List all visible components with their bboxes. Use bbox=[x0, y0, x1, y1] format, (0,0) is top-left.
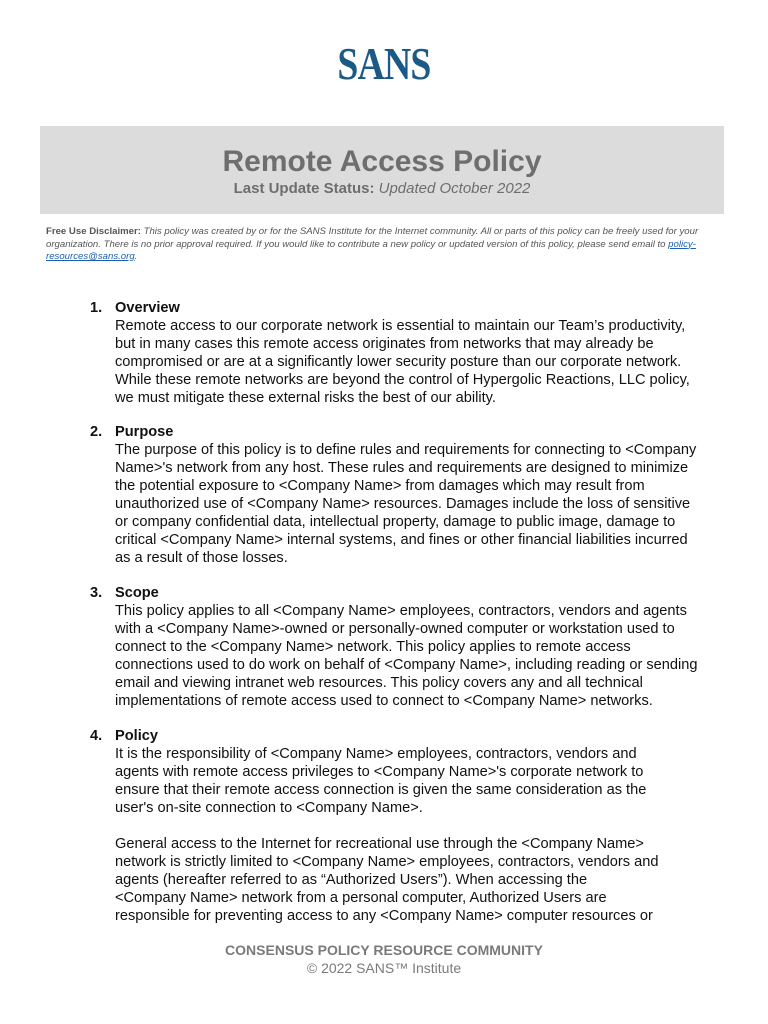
footer-copyright: © 2022 SANS™ Institute bbox=[306, 960, 462, 976]
section-heading: Policy bbox=[115, 728, 158, 744]
paragraph-line: agents (hereafter referred to as “Authorized Users”). When accessing the bbox=[115, 872, 588, 888]
page-title: Remote Access Policy bbox=[222, 145, 542, 178]
paragraph-line: we must mitigate these external risks the best of our ability. bbox=[115, 390, 496, 406]
status-value: Updated October 2022 bbox=[378, 180, 531, 197]
status-label: Last Update Status: bbox=[233, 180, 375, 197]
section-heading: Purpose bbox=[115, 424, 174, 440]
paragraph-line: responsible for preventing access to any <Company Name> computer resources or bbox=[115, 908, 653, 924]
section-number: 1. bbox=[90, 300, 103, 316]
disclaimer bbox=[46, 226, 736, 264]
paragraph-line: <Company Name> network from a personal computer, Authorized Users are bbox=[115, 890, 607, 906]
disclaimer-label: Free Use Disclaimer: bbox=[46, 226, 141, 237]
title-banner bbox=[40, 126, 724, 214]
paragraph-line: The purpose of this policy is to define rules and requirements for connecting to <Company bbox=[115, 442, 697, 458]
paragraph-line: compromised or are at a significantly lower security posture than our corporate network. bbox=[115, 354, 682, 370]
footer bbox=[0, 941, 768, 977]
section-number: 4. bbox=[90, 728, 103, 744]
disclaimer-text: This policy was created by or for the SANS Institute for the Internet community. All or parts of this policy can be freely used for your organization. There is no prior approval required. If you would like to contribute a new policy or updated version of this policy, please send email to bbox=[46, 226, 699, 250]
paragraph-line: General access to the Internet for recreational use through the <Company Name> bbox=[115, 836, 644, 852]
paragraph-line: as a result of those losses. bbox=[115, 550, 288, 566]
paragraph-line: Name>'s network from any host. These rules and requirements are designed to minimize bbox=[115, 460, 689, 476]
section-overview bbox=[90, 299, 740, 407]
update-status bbox=[40, 180, 724, 198]
paragraph-line: user's on-site connection to <Company Name>. bbox=[115, 800, 423, 816]
paragraph-line: connections used to do work on behalf of <Company Name>, including reading or sending bbox=[115, 657, 698, 673]
paragraph-line: ensure that their remote access connection is given the same consideration as the bbox=[115, 782, 647, 798]
paragraph-line: agents with remote access privileges to <Company Name>'s corporate network to bbox=[115, 764, 644, 780]
section-scope bbox=[90, 584, 740, 710]
paragraph-line: the potential exposure to <Company Name> from damages which may result from bbox=[115, 478, 645, 494]
paragraph-line: critical <Company Name> internal systems, and fines or other financial liabilities incurred bbox=[115, 532, 688, 548]
paragraph-line: It is the responsibility of <Company Name> employees, contractors, vendors and bbox=[115, 746, 637, 762]
paragraph-line: connect to the <Company Name> network. This policy applies to remote access bbox=[115, 639, 631, 655]
paragraph-line: Remote access to our corporate network is essential to maintain our Team’s productivity, bbox=[115, 318, 686, 334]
section-policy bbox=[90, 727, 740, 925]
footer-community: CONSENSUS POLICY RESOURCE COMMUNITY bbox=[225, 942, 543, 958]
paragraph-line: with a <Company Name>-owned or personally-owned computer or workstation used to bbox=[115, 621, 675, 637]
section-number: 2. bbox=[90, 424, 103, 440]
paragraph-line: email and viewing intranet web resources. This policy covers any and all technical bbox=[115, 675, 643, 691]
paragraph-line: This policy applies to all <Company Name> employees, contractors, vendors and agents bbox=[115, 603, 687, 619]
section-heading: Overview bbox=[115, 300, 180, 316]
paragraph-line: network is strictly limited to <Company Name> employees, contractors, vendors and bbox=[115, 854, 659, 870]
disclaimer-end: . bbox=[134, 251, 138, 262]
section-purpose bbox=[90, 423, 740, 567]
paragraph-line: implementations of remote access used to connect to <Company Name> networks. bbox=[115, 693, 653, 709]
paragraph-line: or company confidential data, intellectual property, damage to public image, damage to bbox=[115, 514, 676, 530]
section-number: 3. bbox=[90, 585, 103, 601]
paragraph-line: unauthorized use of <Company Name> resources. Damages include the loss of sensitive bbox=[115, 496, 691, 512]
email-link[interactable]: policy-resources@sans.org bbox=[46, 238, 696, 262]
section-heading: Scope bbox=[115, 585, 159, 601]
paragraph-line: While these remote networks are beyond the control of Hypergolic Reactions, LLC policy, bbox=[115, 372, 690, 388]
paragraph-line: but in many cases this remote access originates from networks that may already be bbox=[115, 336, 654, 352]
sans-logo: SANS bbox=[337, 38, 431, 89]
